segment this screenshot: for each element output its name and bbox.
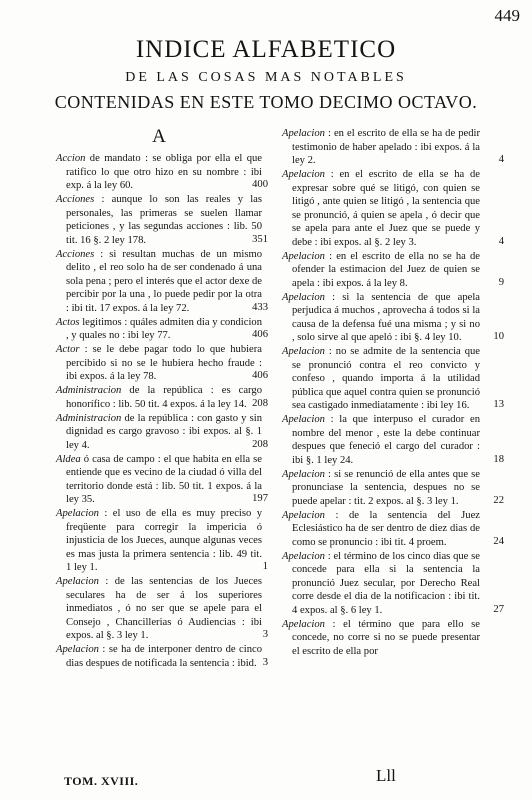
entry-text: : si la sentencia de que apela perjudica á muchos , aprovecha á todos si la causa de la defensa fué una misma ; y si no , solo sirve al que apeló : ibi §. 4 ley 10. <box>292 291 480 343</box>
page-reference: 208 <box>252 438 268 450</box>
index-subtitle-2: CONTENIDAS EN ESTE TOMO DECIMO OCTAVO. <box>54 92 478 112</box>
entry-text: : si resultan muchas de un mismo delito , el reo solo ha de ser condenado á una sola pena ; pero el interés que el actor dexe de percibir por la una , lo puede pedir por la otra : ibi tit. 17 expos. á la ley 72. <box>66 248 262 314</box>
index-entry <box>282 291 504 345</box>
entry-text: legitimos : quáles admiten dia y condicion , y quales no : ibi ley 77. <box>66 316 262 341</box>
page-reference: 27 <box>493 603 504 615</box>
index-entry <box>56 453 268 507</box>
entry-text: de la república : con gasto y sin dignidad es cargo gravoso : ibi expos. al §. 1 ley 4. <box>66 412 262 451</box>
entry-heading: Apelacion <box>282 414 325 425</box>
entry-text: : se le debe pagar todo lo que hubiera percibido si no se le hubiera hecho fraude : ibi expos. á la ley 78. <box>66 344 262 382</box>
index-subtitle: DE LAS COSAS MAS NOTABLES <box>125 70 407 85</box>
entry-text: : no se admite de la sentencia que se pronunció contra el reo convicto y confeso , quando importa á la utilidad pública que aquel contra quien se pronunció sea castigado inmediatamente : ibi ley 16. <box>292 346 480 411</box>
entry-heading: Apelacion <box>282 250 325 262</box>
entry-text: ó casa de campo : el que habita en ella se entiende que es vecino de la ciudad ó villa del territorio donde está : lib. 50 tit. 1 expos. á la ley 35. <box>66 453 262 505</box>
entry-heading: Apelacion <box>282 346 325 357</box>
page-reference: 351 <box>252 233 268 245</box>
page-reference: 4 <box>498 154 504 165</box>
entry-text: : el uso de ella es muy preciso y freqüente para corregir la impericia ó injusticia de los Jueces, aunque algunas veces es mas justa la primera sentencia : lib. 49 tit. 1 ley 1. <box>66 508 262 573</box>
page-reference: 3 <box>262 656 268 668</box>
right-column <box>282 127 504 659</box>
entry-text: : la que interpuso el curador en nombre del menor , este la debe continuar despues que feneció el cargo del curador : ibi §. 1 ley 24. <box>292 414 480 466</box>
volume-footer: TOM. XVIII. <box>64 774 139 788</box>
section-letter: A <box>152 126 166 147</box>
index-entry <box>56 575 268 643</box>
page-reference: 433 <box>252 301 268 313</box>
index-entry <box>282 127 504 168</box>
index-entry <box>282 618 482 659</box>
entry-heading: Accion <box>56 153 86 164</box>
index-entry <box>56 193 268 247</box>
entry-text: de mandato : se obliga por ella el que ratifico lo que otro hizo en su nombre : ibi exp. á la ley 60. <box>66 153 262 191</box>
entry-heading: Apelacion <box>282 468 325 480</box>
entry-text: : en el escrito de ella no se ha de ofender la estimacion del Juez de quien se apela : ibi expos. á la ley 8. <box>292 250 480 289</box>
entry-text: : de la sentencia del Juez Eclesiástico ha de ser dentro de diez dias de como se pronuncio : ibi tit. 4 proem. <box>292 509 480 548</box>
page-reference: 18 <box>493 453 504 465</box>
entry-text: : el término que para ello se concede, no corre si no se puede presentar el escrito de ella por <box>292 618 480 657</box>
index-entry <box>282 250 504 291</box>
index-entry <box>56 316 268 343</box>
entry-heading: Apelacion <box>56 644 99 655</box>
page-reference: 10 <box>493 331 504 342</box>
entry-heading: Actos <box>56 316 80 328</box>
index-entry <box>56 384 268 411</box>
entry-text: : de las sentencias de los Jueces seculares ha de ser á los superiores inmediatos , ó no ser que se apele para el Consejo , Chancillerias ó Audiencias : ibi expos. al §. 3 ley 1. <box>66 576 262 641</box>
page-reference: 22 <box>493 494 504 506</box>
entry-heading: Aldea <box>56 453 81 465</box>
entry-text: : si se renunció de ella antes que se pronunciase la sentencia, despues no se puede apelar : tit. 2 expos. al §. 3 ley 1. <box>292 468 480 507</box>
index-entry <box>282 345 504 413</box>
index-entry <box>282 468 504 509</box>
entry-heading: Acciones <box>56 248 95 260</box>
entry-text: : se ha de interponer dentro de cinco dias despues de notificada la sentencia : ibid. <box>66 644 262 669</box>
index-entry <box>56 412 268 453</box>
page-reference: 9 <box>498 276 504 288</box>
page-reference: 4 <box>498 235 504 247</box>
index-entry <box>282 550 504 618</box>
index-entry <box>56 507 268 575</box>
entry-heading: Apelacion <box>56 576 99 587</box>
entry-heading: Apelacion <box>282 128 325 139</box>
entry-heading: Administracion <box>56 412 122 424</box>
entry-heading: Apelacion <box>56 508 99 519</box>
entry-heading: Apelacion <box>282 618 325 630</box>
entry-text: : aunque lo son las reales y las personales, las primeras se suelen llamar peticiones , y las segundas acciones : lib. 50 tit. 16 §. 2 ley 178. <box>66 194 262 246</box>
index-entry <box>56 643 268 670</box>
page-reference: 208 <box>252 397 268 409</box>
entry-heading: Apelacion <box>282 169 325 180</box>
entry-text: : el término de los cinco dias que se concede para ella si la sentencia la pronunció Juez secular, por Derecho Real corre desde el dia de la notificacion : ibi tit. 4 expos. al §. 6 ley 1. <box>292 550 480 616</box>
index-entry <box>56 152 268 193</box>
index-entry <box>282 168 504 249</box>
left-column <box>56 152 268 671</box>
page-reference: 406 <box>252 370 268 381</box>
index-title: INDICE ALFABETICO <box>135 36 397 63</box>
index-entry <box>282 413 504 467</box>
page-reference: 197 <box>252 493 268 504</box>
entry-heading: Apelacion <box>282 550 325 562</box>
entry-heading: Actor <box>56 344 80 355</box>
entry-heading: Apelacion <box>282 509 325 521</box>
entry-text: de la república : es cargo honorífico : lib. 50 tit. 4 expos. á la ley 14. <box>66 385 262 410</box>
index-entry <box>56 248 268 316</box>
index-entry <box>282 509 504 550</box>
page-reference: 13 <box>493 399 504 410</box>
signature-mark: Lll <box>376 766 396 785</box>
entry-heading: Acciones <box>56 194 95 205</box>
entry-heading: Administracion <box>56 385 122 396</box>
index-entry <box>56 343 268 384</box>
page-number: 449 <box>494 6 520 25</box>
entry-heading: Apelacion <box>282 291 325 303</box>
entry-text: : en el escrito de ella se ha de pedir testimonio de haber apelado : ibi expos. á la ley 2. <box>292 128 480 166</box>
page-reference: 1 <box>262 561 268 572</box>
page-reference: 24 <box>493 535 504 547</box>
page-reference: 406 <box>252 329 268 340</box>
page-reference: 3 <box>262 629 268 640</box>
entry-text: : en el escrito de ella se ha de expresar sobre qué se litigó, con quien se litigó , ante quien se litigó , la sentencia que se pronunció, á quien se apela , ó decir que se apela para ante el Juez que se puede y debe : ibi expos. al §. 2 ley 3. <box>292 169 480 248</box>
page-reference: 400 <box>252 179 268 190</box>
